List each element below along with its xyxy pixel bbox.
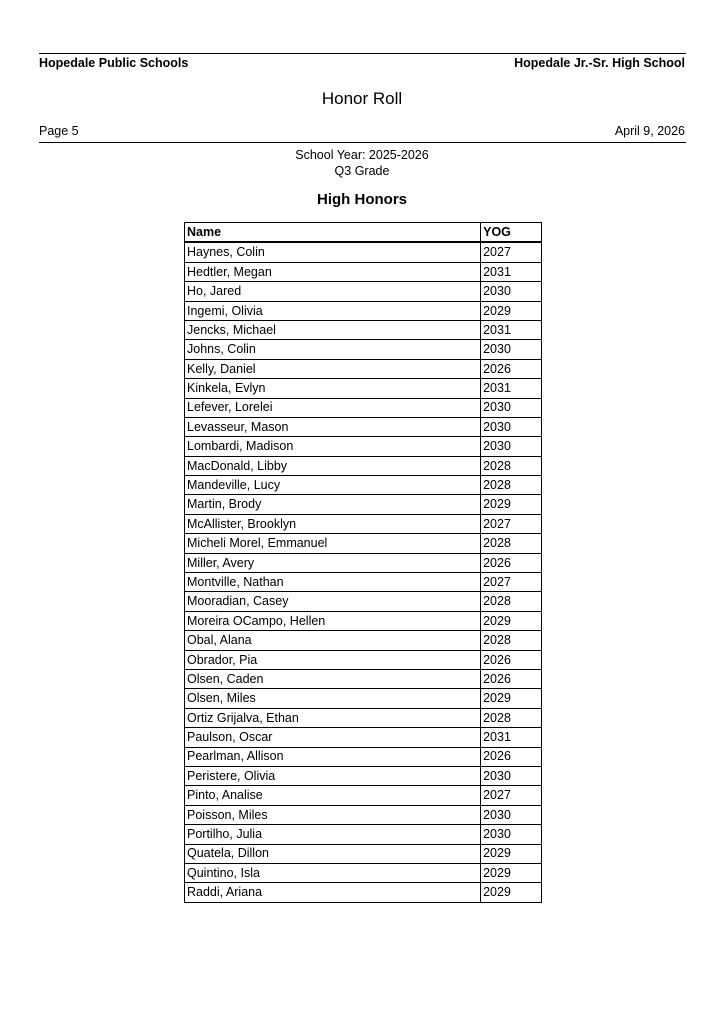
yog-cell: 2027 [481,242,542,262]
student-name-cell: Lefever, Lorelei [185,398,481,417]
student-name-cell: Mandeville, Lucy [185,476,481,495]
table-row [185,825,542,844]
table-row [185,592,542,611]
table-row [185,631,542,650]
yog-cell: 2031 [481,262,542,281]
student-name-cell: Levasseur, Mason [185,417,481,436]
student-name-cell: Moreira OCampo, Hellen [185,611,481,630]
yog-cell: 2027 [481,573,542,592]
column-header-name: Name [185,223,481,243]
yog-cell: 2030 [481,417,542,436]
student-name-cell: Lombardi, Madison [185,437,481,456]
table-row [185,320,542,339]
yog-cell: 2031 [481,379,542,398]
student-name-cell: Jencks, Michael [185,320,481,339]
table-row [185,262,542,281]
yog-cell: 2026 [481,650,542,669]
yog-cell: 2028 [481,708,542,727]
student-name-cell: Kelly, Daniel [185,359,481,378]
page-title: Honor Roll [321,89,403,108]
student-name-cell: Raddi, Ariana [185,883,481,902]
yog-cell: 2030 [481,340,542,359]
student-name-cell: Miller, Avery [185,553,481,572]
district-name: Hopedale Public Schools [39,56,189,70]
school-name: Hopedale Jr.-Sr. High School [514,56,685,70]
school-year: School Year: 2025-2026 [295,148,429,162]
table-row [185,437,542,456]
table-row [185,611,542,630]
student-name-cell: Quatela, Dillon [185,844,481,863]
table-row [185,786,542,805]
table-header-row [185,223,542,243]
table-row [185,398,542,417]
yog-cell: 2030 [481,398,542,417]
yog-cell: 2026 [481,669,542,688]
yog-cell: 2030 [481,825,542,844]
table-row [185,417,542,436]
table-row [185,747,542,766]
student-name-cell: Martin, Brody [185,495,481,514]
student-name-cell: Mooradian, Casey [185,592,481,611]
yog-cell: 2027 [481,514,542,533]
student-name-cell: Ho, Jared [185,282,481,301]
table-row [185,359,542,378]
yog-cell: 2029 [481,883,542,902]
yog-cell: 2029 [481,844,542,863]
report-date: April 9, 2026 [614,124,685,138]
table-row [185,495,542,514]
table-body [185,242,542,902]
table-row [185,456,542,475]
student-name-cell: Pearlman, Allison [185,747,481,766]
grade-period: Q3 Grade [334,164,390,178]
student-name-cell: Haynes, Colin [185,242,481,262]
yog-cell: 2027 [481,786,542,805]
student-name-cell: Ortiz Grijalva, Ethan [185,708,481,727]
table-row [185,650,542,669]
table-row [185,669,542,688]
yog-cell: 2030 [481,805,542,824]
student-name-cell: Kinkela, Evlyn [185,379,481,398]
yog-cell: 2026 [481,553,542,572]
top-rule [39,53,686,54]
table-row [185,514,542,533]
student-name-cell: Hedtler, Megan [185,262,481,281]
yog-cell: 2030 [481,282,542,301]
header-rule [39,142,686,143]
student-name-cell: Obal, Alana [185,631,481,650]
yog-cell: 2026 [481,359,542,378]
yog-cell: 2026 [481,747,542,766]
student-name-cell: Olsen, Caden [185,669,481,688]
table-row [185,844,542,863]
student-name-cell: Johns, Colin [185,340,481,359]
yog-cell: 2029 [481,301,542,320]
yog-cell: 2029 [481,611,542,630]
column-header-yog: YOG [481,223,542,243]
yog-cell: 2031 [481,728,542,747]
yog-cell: 2028 [481,476,542,495]
table-row [185,863,542,882]
table-row [185,766,542,785]
student-name-cell: Olsen, Miles [185,689,481,708]
table-row [185,708,542,727]
table-row [185,728,542,747]
yog-cell: 2028 [481,456,542,475]
table-row [185,301,542,320]
student-name-cell: Ingemi, Olivia [185,301,481,320]
yog-cell: 2028 [481,592,542,611]
yog-cell: 2030 [481,766,542,785]
yog-cell: 2028 [481,534,542,553]
table-row [185,534,542,553]
page-number: Page 5 [39,124,79,138]
table-row [185,689,542,708]
table-row [185,379,542,398]
yog-cell: 2029 [481,863,542,882]
table-row [185,340,542,359]
student-name-cell: Paulson, Oscar [185,728,481,747]
honor-roll-table [184,222,542,903]
student-name-cell: Montville, Nathan [185,573,481,592]
yog-cell: 2028 [481,631,542,650]
student-name-cell: Pinto, Analise [185,786,481,805]
table-row [185,573,542,592]
student-name-cell: Micheli Morel, Emmanuel [185,534,481,553]
table-row [185,805,542,824]
yog-cell: 2029 [481,689,542,708]
student-name-cell: Obrador, Pia [185,650,481,669]
student-name-cell: Poisson, Miles [185,805,481,824]
yog-cell: 2031 [481,320,542,339]
student-name-cell: MacDonald, Libby [185,456,481,475]
table-row [185,242,542,262]
table-row [185,883,542,902]
student-name-cell: Quintino, Isla [185,863,481,882]
student-name-cell: Peristere, Olivia [185,766,481,785]
table-row [185,282,542,301]
yog-cell: 2029 [481,495,542,514]
table-row [185,553,542,572]
student-name-cell: McAllister, Brooklyn [185,514,481,533]
section-title: High Honors [317,191,407,208]
table-row [185,476,542,495]
student-name-cell: Portilho, Julia [185,825,481,844]
yog-cell: 2030 [481,437,542,456]
